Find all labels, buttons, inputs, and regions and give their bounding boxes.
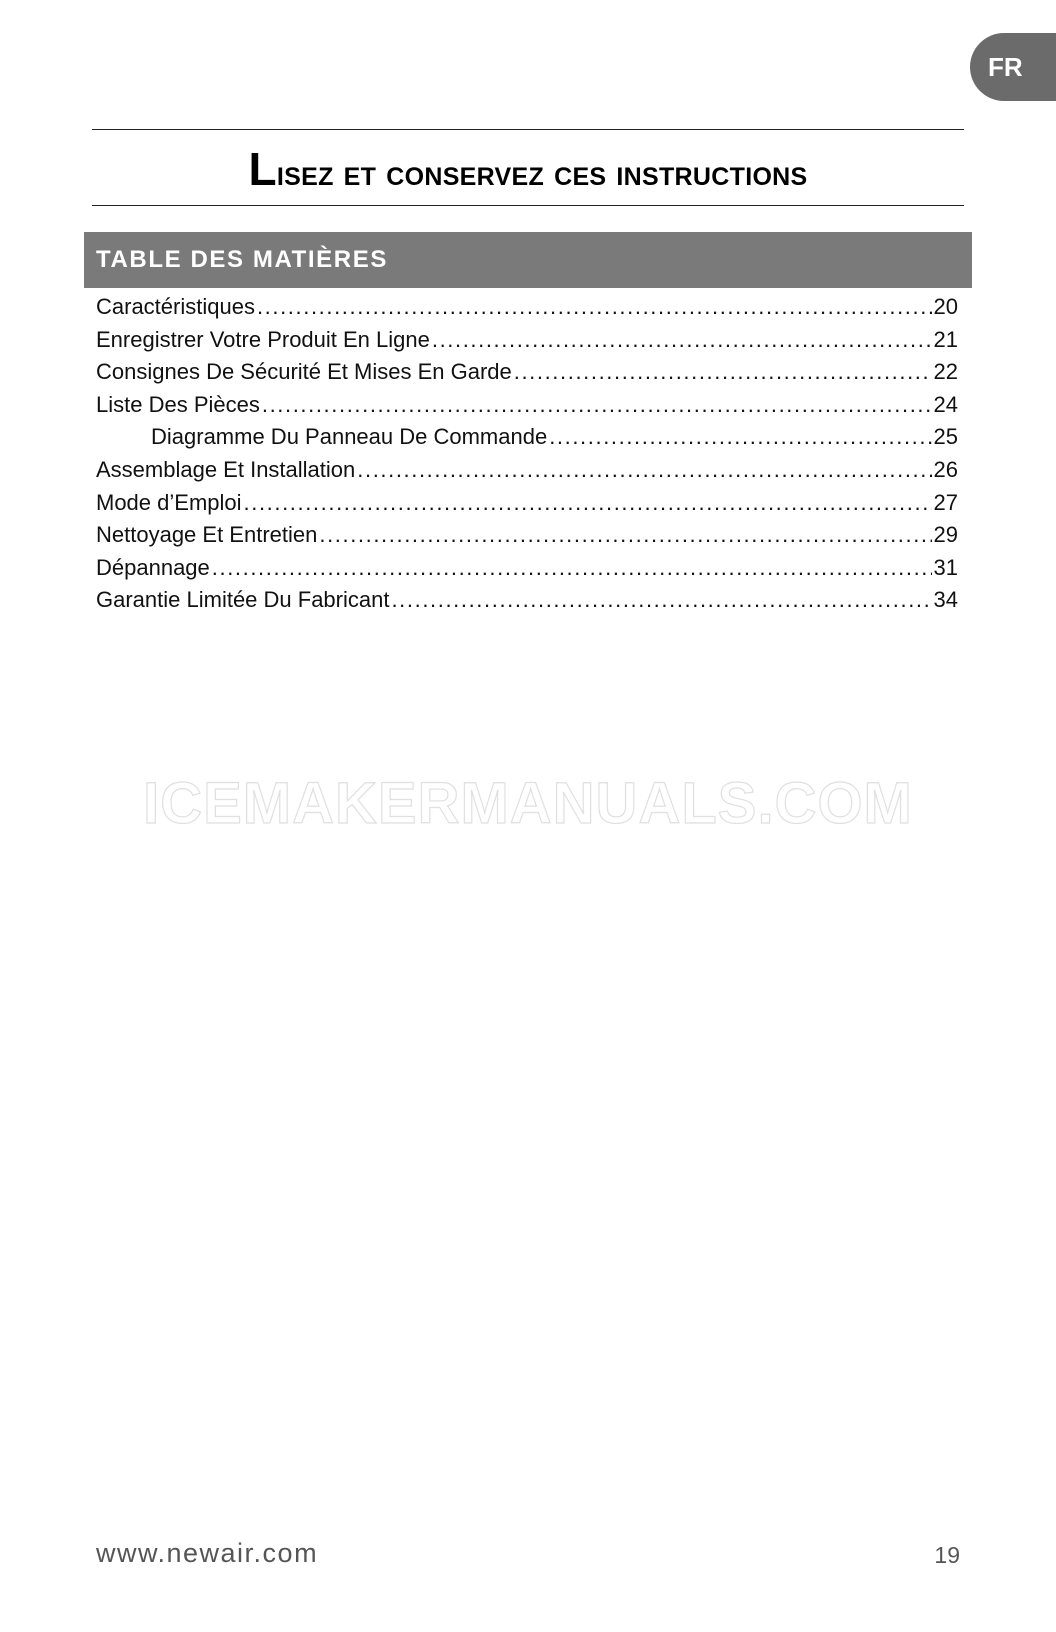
toc-entry[interactable] [96, 519, 958, 552]
toc-entry-page: 21 [933, 326, 958, 352]
title-bottom-rule [92, 205, 964, 206]
toc-entry[interactable] [96, 291, 958, 324]
toc-entry-title: Assemblage Et Installation [96, 456, 356, 482]
toc-entry-page: 31 [933, 554, 958, 580]
toc-subentry[interactable] [96, 421, 958, 454]
table-of-contents [96, 291, 958, 617]
toc-dot-leader [357, 454, 931, 487]
toc-entry-page: 24 [933, 391, 958, 417]
toc-entry-title: Mode d’Emploi [96, 489, 242, 515]
toc-entry[interactable] [96, 356, 958, 389]
title-rest: isez et conservez ces instructions [276, 154, 808, 193]
toc-dot-leader [391, 584, 931, 617]
title-top-rule [92, 129, 964, 130]
toc-entry-page: 22 [933, 359, 958, 385]
toc-entry[interactable] [96, 389, 958, 422]
toc-entry-title: Dépannage [96, 554, 210, 580]
toc-entry-page: 27 [933, 489, 958, 515]
footer-page-number: 19 [934, 1542, 960, 1568]
toc-entry-title: Caractéristiques [96, 294, 255, 319]
toc-dot-leader [549, 421, 931, 454]
toc-heading: TABLE DES MATIÈRES [84, 232, 972, 288]
toc-entry-title: Diagramme Du Panneau De Commande [151, 424, 548, 450]
toc-entry[interactable] [96, 487, 958, 520]
toc-entry-page: 29 [933, 522, 958, 548]
toc-entry-title: Enregistrer Votre Produit En Ligne [96, 326, 430, 352]
toc-entry-title: Nettoyage Et Entretien [96, 522, 318, 548]
toc-dot-leader [514, 356, 932, 389]
toc-entry-title: Liste Des Pièces [96, 391, 260, 417]
toc-entry-page: 34 [933, 587, 958, 613]
footer-url: www.newair.com [96, 1538, 319, 1568]
toc-dot-leader [212, 552, 932, 585]
toc-dot-leader [244, 487, 932, 520]
toc-dot-leader [432, 324, 932, 357]
toc-entry[interactable] [96, 584, 958, 617]
toc-entry[interactable] [96, 324, 958, 357]
toc-entry-title: Consignes De Sécurité Et Mises En Garde [96, 359, 512, 385]
toc-entry[interactable] [96, 454, 958, 487]
toc-entry-page: 26 [933, 456, 958, 482]
watermark: ICEMAKERMANUALS.COM [143, 771, 913, 836]
toc-entry-title: Garantie Limitée Du Fabricant [96, 587, 390, 613]
toc-entry-page: 25 [933, 424, 958, 450]
toc-dot-leader [257, 291, 932, 324]
page-title [92, 140, 964, 203]
toc-dot-leader [319, 519, 931, 552]
toc-dot-leader [262, 389, 932, 422]
title-initial: L [248, 143, 277, 195]
toc-entry-page: 20 [933, 294, 958, 319]
toc-entry[interactable] [96, 552, 958, 585]
language-tab: FR [970, 33, 1056, 101]
